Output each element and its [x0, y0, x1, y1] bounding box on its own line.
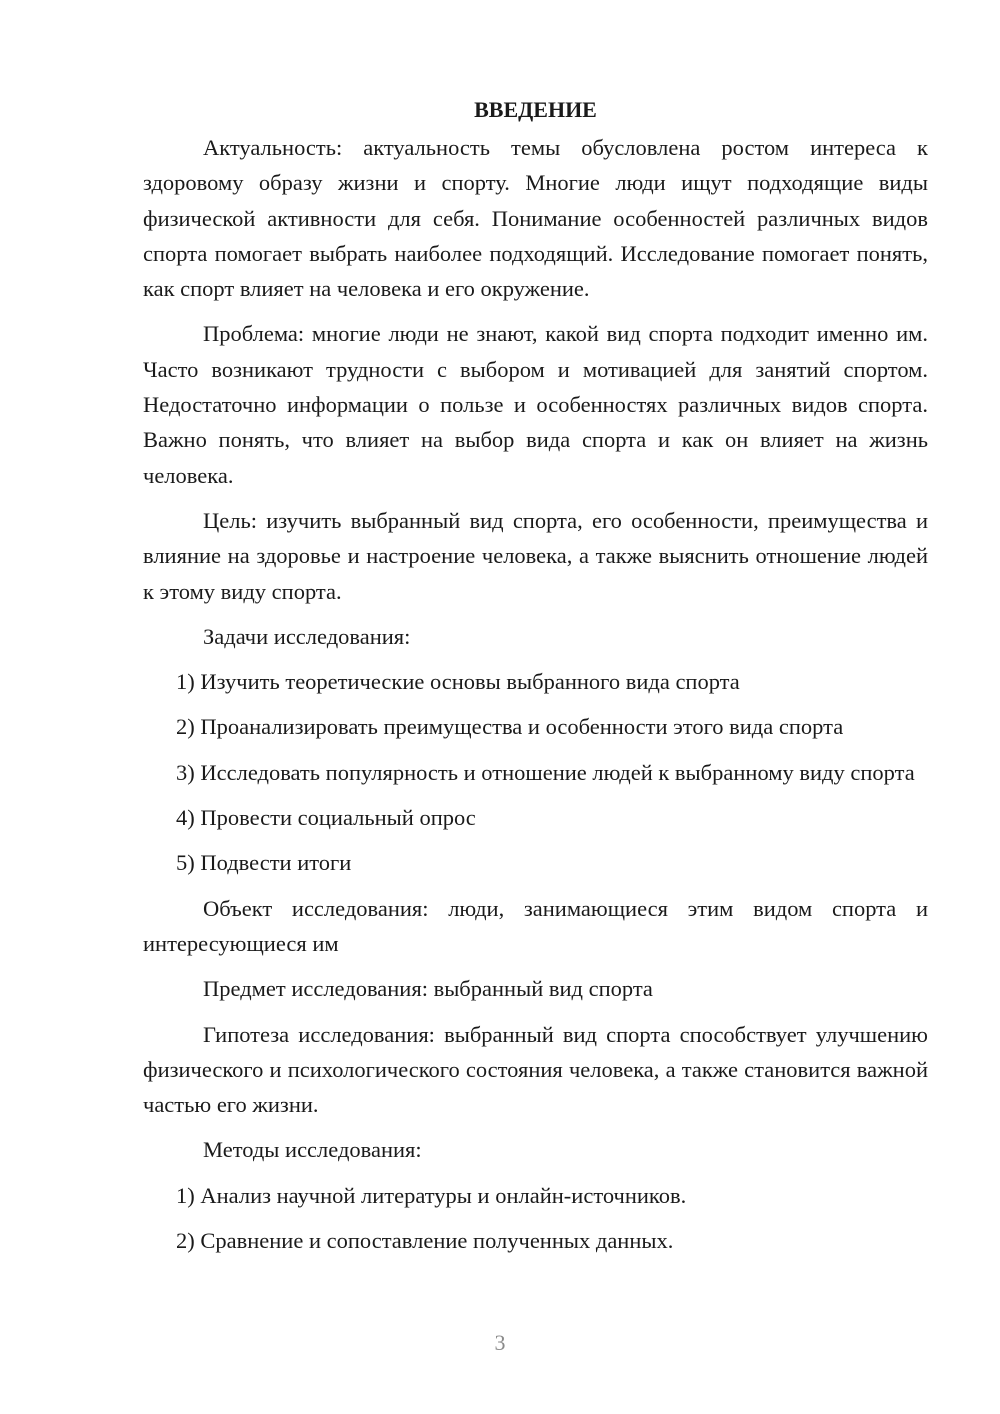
page-number: 3 — [494, 1330, 506, 1355]
tasks-heading: Задачи исследования: — [203, 623, 411, 649]
hypothesis-paragraph: Гипотеза исследования: выбранный вид спорта способствует улучшению физического и психологического состояния человека, а также становится важной частью его жизни. — [143, 1021, 928, 1118]
page-title: ВВЕДЕНИЕ — [474, 97, 597, 122]
method-item-1: 1) Анализ научной литературы и онлайн-источников. — [176, 1182, 687, 1208]
task-item-4: 4) Провести социальный опрос — [176, 805, 476, 831]
method-item-2: 2) Сравнение и сопоставление полученных данных. — [176, 1228, 674, 1254]
subject-paragraph: Предмет исследования: выбранный вид спорта — [203, 976, 653, 1002]
goal-paragraph: Цель: изучить выбранный вид спорта, его особенности, преимущества и влияние на здоровье и настроение человека, а также выяснить отношение людей к этому виду спорта. — [143, 507, 928, 604]
task-item-1: 1) Изучить теоретические основы выбранного вида спорта — [176, 669, 740, 695]
relevance-paragraph: Актуальность: актуальность темы обусловлена ростом интереса к здоровому образу жизни и спорту. Многие люди ищут подходящие виды физической активности для себя. Понимание особенностей различных видов спорта помогает выбрать наиболее подходящий. Исследование помогает понять, как спорт влияет на человека и его окружение. — [143, 135, 928, 302]
problem-paragraph: Проблема: многие люди не знают, какой вид спорта подходит именно им. Часто возникают трудности с выбором и мотивацией для занятий спортом. Недостаточно информации о пользе и особенностях различных видов спорта. Важно понять, что влияет на выбор вида спорта и как он влияет на жизнь человека. — [143, 321, 928, 488]
task-item-5: 5) Подвести итоги — [176, 850, 352, 876]
task-item-3: 3) Исследовать популярность и отношение людей к выбранному виду спорта — [176, 759, 915, 785]
task-item-2: 2) Проанализировать преимущества и особенности этого вида спорта — [176, 714, 844, 740]
object-paragraph: Объект исследования: люди, занимающиеся этим видом спорта и интересующиеся им — [143, 895, 928, 956]
methods-heading: Методы исследования: — [203, 1137, 422, 1163]
document-body — [143, 92, 928, 1268]
